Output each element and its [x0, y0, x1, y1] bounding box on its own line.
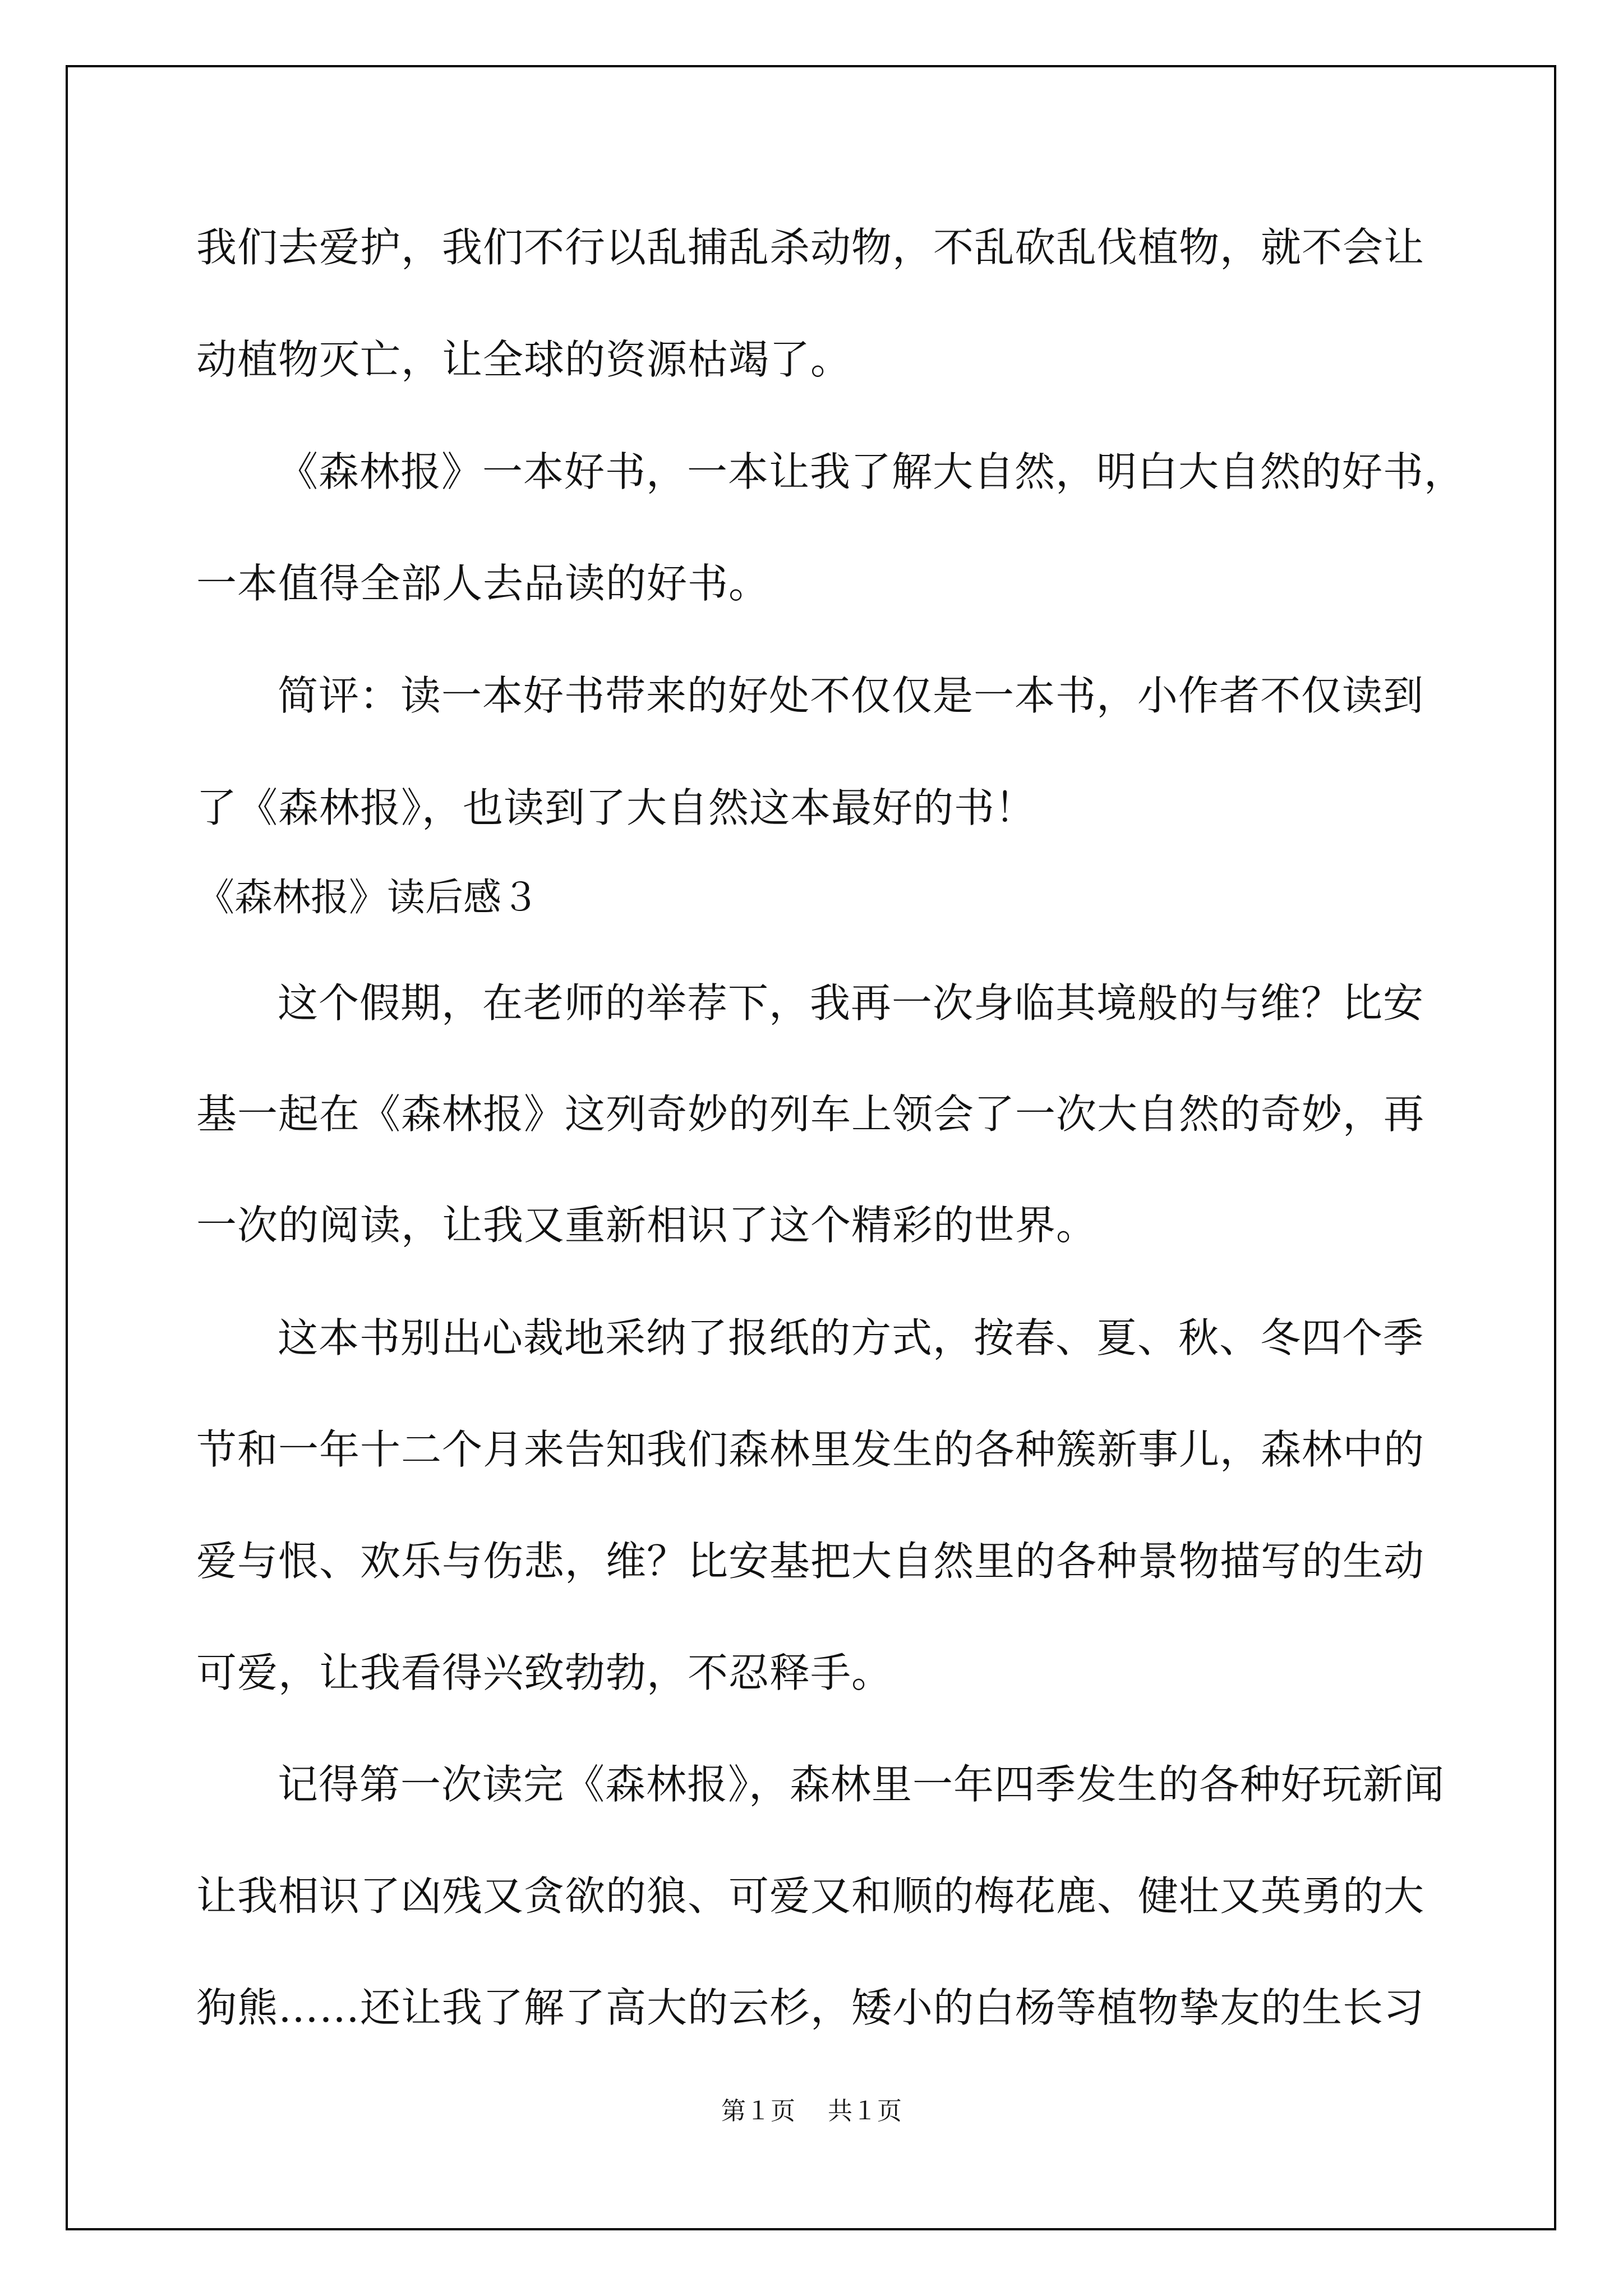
page-total: 共１页	[828, 2097, 902, 2125]
paragraph-line: 这个假期，在老师的举荐下，我再一次身临其境般的与维？比安	[278, 979, 1424, 1027]
paragraph-line: 爱与恨、欢乐与伤悲，维？比安基把大自然里的各种景物描写的生动	[196, 1538, 1425, 1585]
paragraph-line: 动植物灭亡，让全球的资源枯竭了。	[196, 336, 852, 383]
paragraph-line: 让我相识了凶残又贪欲的狼、可爱又和顺的梅花鹿、健壮又英勇的大	[196, 1872, 1425, 1920]
paragraph-line: 一本值得全部人去品读的好书。	[196, 560, 770, 607]
paragraph-line: 简评：读一本好书带来的好处不仅仅是一本书，小作者不仅读到	[278, 672, 1424, 719]
page-footer	[0, 2095, 1623, 2128]
paragraph-line: 狗熊……还让我了解了高大的云杉，矮小的白杨等植物挚友的生长习	[196, 1984, 1425, 2031]
paragraph-line: 记得第一次读完《森林报》，森林里一年四季发生的各种好玩新闻	[278, 1761, 1445, 1808]
paragraph-line: 这本书别出心裁地采纳了报纸的方式，按春、夏、秋、冬四个季	[278, 1314, 1424, 1361]
paragraph-line: 节和一年十二个月来告知我们森林里发生的各种簇新事儿，森林中的	[196, 1426, 1425, 1473]
paragraph-line: 一次的阅读，让我又重新相识了这个精彩的世界。	[196, 1202, 1098, 1249]
paragraph-line: 了《森林报》，也读到了大自然这本最好的书！	[196, 784, 1036, 831]
page-number: 第１页	[721, 2097, 795, 2125]
paragraph-line: 我们去爱护，我们不行以乱捕乱杀动物，不乱砍乱伐植物，就不会让	[196, 224, 1425, 271]
paragraph-line: 《森林报》一本好书，一本让我了解大自然，明白大自然的好书，	[278, 448, 1465, 495]
section-heading: 《森林报》读后感３	[196, 876, 540, 920]
paragraph-line: 基一起在《森林报》这列奇妙的列车上领会了一次大自然的奇妙，再	[196, 1091, 1425, 1138]
paragraph-line: 可爱，让我看得兴致勃勃，不忍释手。	[196, 1649, 893, 1696]
